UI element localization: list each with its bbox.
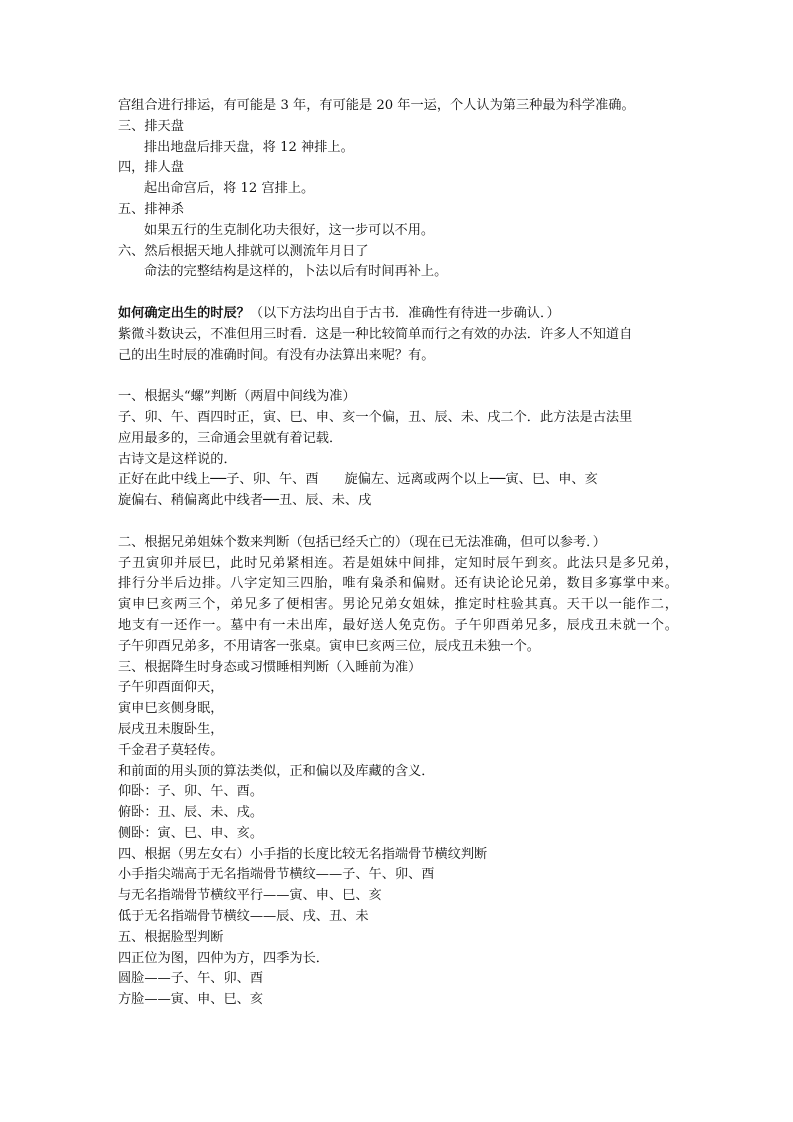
method3-note: 和前面的用头顶的算法类似，正和偏以及库藏的含义． [118, 763, 435, 779]
method2-heading: 二、根据兄弟姐妹个数来判断（包括已经夭亡的）（现在已无法准确，但可以参考．） [118, 534, 606, 550]
step-heading-renpan: 四，排人盘 [118, 160, 184, 176]
method2-line: 寅申巳亥两三个，弟兄多了便相害。男论兄弟女姐妹，推定时柱验其真。天干以一能作二， [118, 597, 678, 613]
method1-line [118, 470, 678, 491]
method1-line: 旋偏右、稍偏离此中线者──丑、辰、未、戌 [118, 493, 372, 509]
paragraph-line: 宫组合进行排运，有可能是 3 年，有可能是 20 年一运，个人认为第三种最为科学准确。 [118, 98, 635, 113]
intro-line: 紫微斗数诀云，不准但用三时看．这是一种比较简单而行之有效的办法．许多人不知道自 [118, 326, 633, 342]
method1-left-text: 旋偏左、远离或两个以上──寅、巳、申、亥 [344, 472, 598, 488]
step-text-renpan: 起出命宫后，将 12 宫排上。 [144, 181, 315, 197]
method4-line: 低于无名指端骨节横纹——辰、戌、丑、未 [118, 909, 369, 925]
method4-line: 与无名指端骨节横纹平行——寅、申、巳、亥 [118, 888, 382, 904]
spacer [118, 366, 678, 387]
step-heading-liunian: 六、然后根据天地人排就可以测流年月日了 [118, 243, 369, 259]
spacer [118, 512, 678, 533]
method2-line: 子丑寅卯并辰巳，此时兄弟紧相连。若是姐妹中间排，定知时辰午到亥。此法只是多兄弟， [118, 555, 678, 571]
method3-heading: 三、根据降生时身态或习惯睡相判断（入睡前为准） [118, 659, 422, 675]
verse-line: 寅申巳亥侧身眠， [118, 701, 224, 717]
method4-line: 小手指尖端高于无名指端骨节横纹——子、午、卯、酉 [118, 867, 435, 883]
posture-side: 侧卧：寅、巳、申、亥。 [118, 825, 264, 841]
method5-heading: 五、根据脸型判断 [118, 929, 224, 945]
method1-heading: 一、根据头“螺”判断（两眉中间线为准） [118, 389, 356, 405]
spacer [118, 283, 678, 304]
method1-line: 子、卯、午、酉四时正，寅、巳、申、亥一个偏，丑、辰、未、戌二个．此方法是古法里 [118, 409, 633, 425]
method4-heading: 四、根据（男左女右）小手指的长度比较无名指端骨节横纹判断 [118, 846, 488, 862]
section-title-note: （以下方法均出自于古书．准确性有待进一步确认．） [249, 305, 560, 321]
document-page [118, 96, 678, 1011]
face-round: 圆脸——子、午、卯、酉 [118, 971, 264, 987]
posture-supine: 仰卧：子、卯、午、酉。 [118, 784, 264, 800]
method5-line: 四正位为图，四仲为方，四季为长． [118, 950, 329, 966]
verse-line: 辰戌丑未腹卧生， [118, 721, 224, 737]
step-text-tianpan: 排出地盘后排天盘，将 12 神排上。 [144, 139, 354, 155]
method2-line: 地支有一还作一。墓中有一未出库，最好送人免克伤。子午卯酉弟兄多，辰戌丑未就一个。 [118, 617, 678, 633]
method2-line: 排行分半后边排。八字定知三四胎，唯有枭杀和偏财。还有诀论论兄弟，数目多寡掌中来。 [118, 576, 678, 592]
method1-line: 古诗文是这样说的． [118, 451, 237, 467]
section-title: 如何确定出生的时辰？ [118, 305, 250, 321]
verse-line: 子午卯酉面仰天， [118, 680, 224, 696]
posture-prone: 俯卧：丑、辰、未、戌。 [118, 805, 264, 821]
step-text-liunian: 命法的完整结构是这样的，卜法以后有时间再补上。 [144, 264, 448, 280]
section-title-line [118, 304, 678, 325]
method2-line: 子午卯酉兄弟多，不用请客一张桌。寅申巳亥两三位，辰戌丑未独一个。 [118, 638, 540, 654]
intro-line: 己的出生时辰的准确时间。有没有办法算出来呢？有。 [118, 347, 435, 363]
method1-line: 应用最多的，三命通会里就有着记载． [118, 430, 343, 446]
step-heading-shensha: 五、排神杀 [118, 201, 184, 217]
step-heading-tianpan: 三、排天盘 [118, 118, 184, 134]
face-square: 方脸——寅、申、巳、亥 [118, 992, 264, 1008]
verse-line: 千金君子莫轻传。 [118, 742, 224, 758]
step-text-shensha: 如果五行的生克制化功夫很好，这一步可以不用。 [144, 222, 435, 238]
method1-center-text: 正好在此中线上──子、卯、午、酉 [118, 472, 319, 488]
